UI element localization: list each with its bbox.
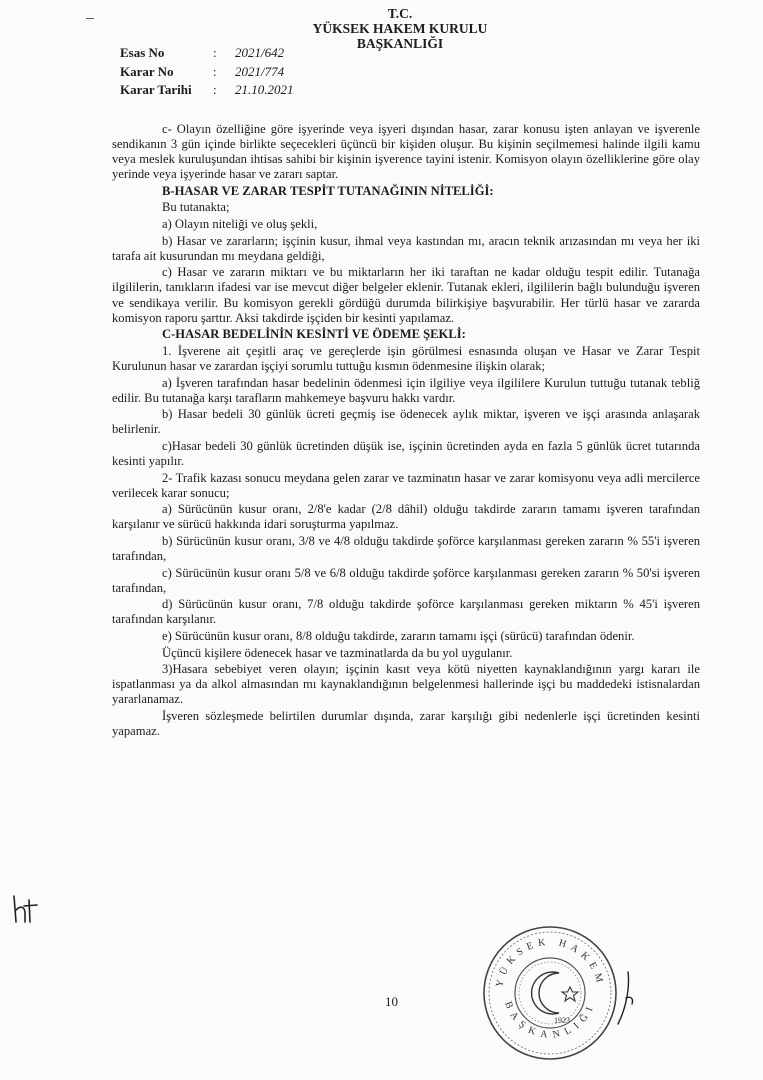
document-body	[112, 122, 700, 741]
paragraph: Üçüncü kişilere ödenecek hasar ve tazminatlarda da bu yol uygulanır.	[162, 645, 513, 660]
paragraph: İşveren sözleşmede belirtilen durumlar dışında, zarar karşılığı gibi nedenlerle işçi ücretinden kesinti yapamaz.	[112, 708, 700, 739]
meta-value: 2021/774	[235, 63, 285, 79]
meta-row-decision-no: Karar No : 2021/774	[120, 63, 294, 82]
paragraph: c)Hasar bedeli 30 günlük ücretinden düşük ise, işçinin ücretinden ayda en fazla 5 günlük ücret tutarında kesinti yapılır.	[112, 438, 700, 468]
paragraph: c- Olayın özelliğine göre işyerinde veya işyeri dışından hasar, zarar konusu işten anlayan ve işverenle sendikanın 3 gün içinde birlikte seçecekleri üçüncü bir kişiden oluşur. Bu kişinin seçilmemesi halinde ilgili kamu veya meslek kuruluşundan ihtisas sahibi bir kişinin işverence tayini istenir. Komisyon olayın özelliklerine göre olay yerinde veya işyerinde hasar ve zararı saptar.	[112, 122, 700, 182]
header-tc: T.C.	[387, 6, 413, 21]
seal-year: 1923	[554, 1016, 570, 1025]
paragraph: b) Hasar ve zararların; işçinin kusur, ihmal veya kastından mı, aracın teknik arızasından mı veya her iki tarafa ait kusurundan mı meydana geldiği,	[112, 233, 700, 263]
seal-top-text: YÜKSEK HAKEM	[494, 936, 606, 989]
section-heading: C-HASAR BEDELİNİN KESİNTİ VE ÖDEME ŞEKLİ:	[162, 327, 466, 342]
paragraph: a) İşveren tarafından hasar bedelinin ödenmesi için ilgiliye veya ilgililere Kurulun tuttuğu tutanak tebliğ edilir. Bu tutanağa karşı tarafların mahkemeye başvuru hakkı vardır.	[112, 375, 700, 405]
paragraph: 3)Hasara sebebiyet veren olayın; işçinin kasıt veya kötü niyetten kaynaklandığının yargı kararı ile ispatlanması ya da alkol almasından mı kaynaklandığının belgelenmesi hallerinde işçi bu maddedeki istisnalardan yararlanamaz.	[112, 662, 700, 707]
handwritten-initial-icon	[10, 892, 40, 926]
svg-text:YÜKSEK HAKEM	[494, 937, 606, 989]
section-heading: B-HASAR VE ZARAR TESPİT TUTANAĞININ NİTELİĞİ:	[162, 183, 494, 198]
paragraph: e) Sürücünün kusur oranı, 8/8 olduğu takdirde, zararın tamamı işçi (sürücü) tarafından ödenir.	[162, 629, 635, 643]
meta-label: Esas No	[120, 45, 165, 60]
meta-value: 2021/642	[235, 45, 285, 60]
paragraph: a) Sürücünün kusur oranı, 2/8'e kadar (2/8 dâhil) olduğu takdirde zararın tamamı işveren tarafından karşılanır ve sürücü hakkında idari soruşturma yapılmaz.	[112, 502, 700, 532]
paragraph: c) Sürücünün kusur oranı 5/8 ve 6/8 olduğu takdirde şoförce karşılanması gereken zararın % 50'si işveren tarafından,	[112, 565, 700, 595]
header-institution: YÜKSEK HAKEM KURULU	[312, 21, 488, 36]
paragraph: b) Hasar bedeli 30 günlük ücreti geçmiş ise ödenecek aylık miktar, işveren ve işçi arasında anlaşarak belirlenir.	[112, 407, 700, 437]
meta-label: Karar No	[120, 63, 174, 79]
meta-row-decision-date: Karar Tarihi : 21.10.2021	[120, 81, 294, 100]
paragraph: 2- Trafik kazası sonucu meydana gelen zarar ve tazminatın hasar ve zarar komisyonu veya adli mercilerce verilecek karar sonucu;	[112, 470, 700, 500]
meta-value: 21.10.2021	[235, 82, 294, 97]
paragraph: a) Olayın niteliği ve oluş şekli,	[162, 217, 318, 232]
scan-mark	[86, 17, 96, 20]
case-metadata	[120, 44, 294, 100]
paragraph: d) Sürücünün kusur oranı, 7/8 olduğu takdirde şoförce karşılanması gereken miktarın % 45'i işveren tarafından karşılanır.	[112, 597, 700, 627]
svg-text:BAŞKANLIĞI	[502, 1000, 597, 1041]
header-presidency: BAŞKANLIĞI	[356, 36, 444, 51]
paragraph: b) Sürücünün kusur oranı, 3/8 ve 4/8 olduğu takdirde şoförce karşılanması gereken zararın % 55'i işveren tarafından,	[112, 533, 700, 564]
seal-bottom-text: BAŞKANLIĞI	[502, 1000, 598, 1041]
paragraph: 1. İşverene ait çeşitli araç ve gereçlerde işin görülmesi esnasında oluşan ve Hasar ve Zarar Tespit Kurulunun hasar ve zarardan işçiyi sorumlu tuttuğu kısmın ödenmesine ilişkin olarak;	[112, 343, 700, 373]
meta-row-case-no: Esas No : 2021/642	[120, 44, 294, 63]
official-seal-icon	[475, 915, 625, 1065]
signature-stroke-icon	[610, 968, 640, 1028]
page-number: 10	[385, 994, 398, 1009]
paragraph: Bu tutanakta;	[162, 200, 230, 215]
paragraph: c) Hasar ve zararın miktarı ve bu miktarların her iki taraftan ne kadar olduğu tespit edilir. Tutanağa ilgililerin, tanıkların ifadesi var ise mevcut diğer belgeler eklenir. Tutanak ekleri, ilgililerin bağlı bulunduğu işveren ve sendikaya verilir. Bu komisyon gerekli gördüğü durumda bilirkişiye başvurabilir. Her türlü hasar ve zararda komisyon raporu şarttır. Aksi takdirde işçiden bir kesinti yapılamaz.	[112, 265, 700, 325]
meta-label: Karar Tarihi	[120, 82, 192, 97]
